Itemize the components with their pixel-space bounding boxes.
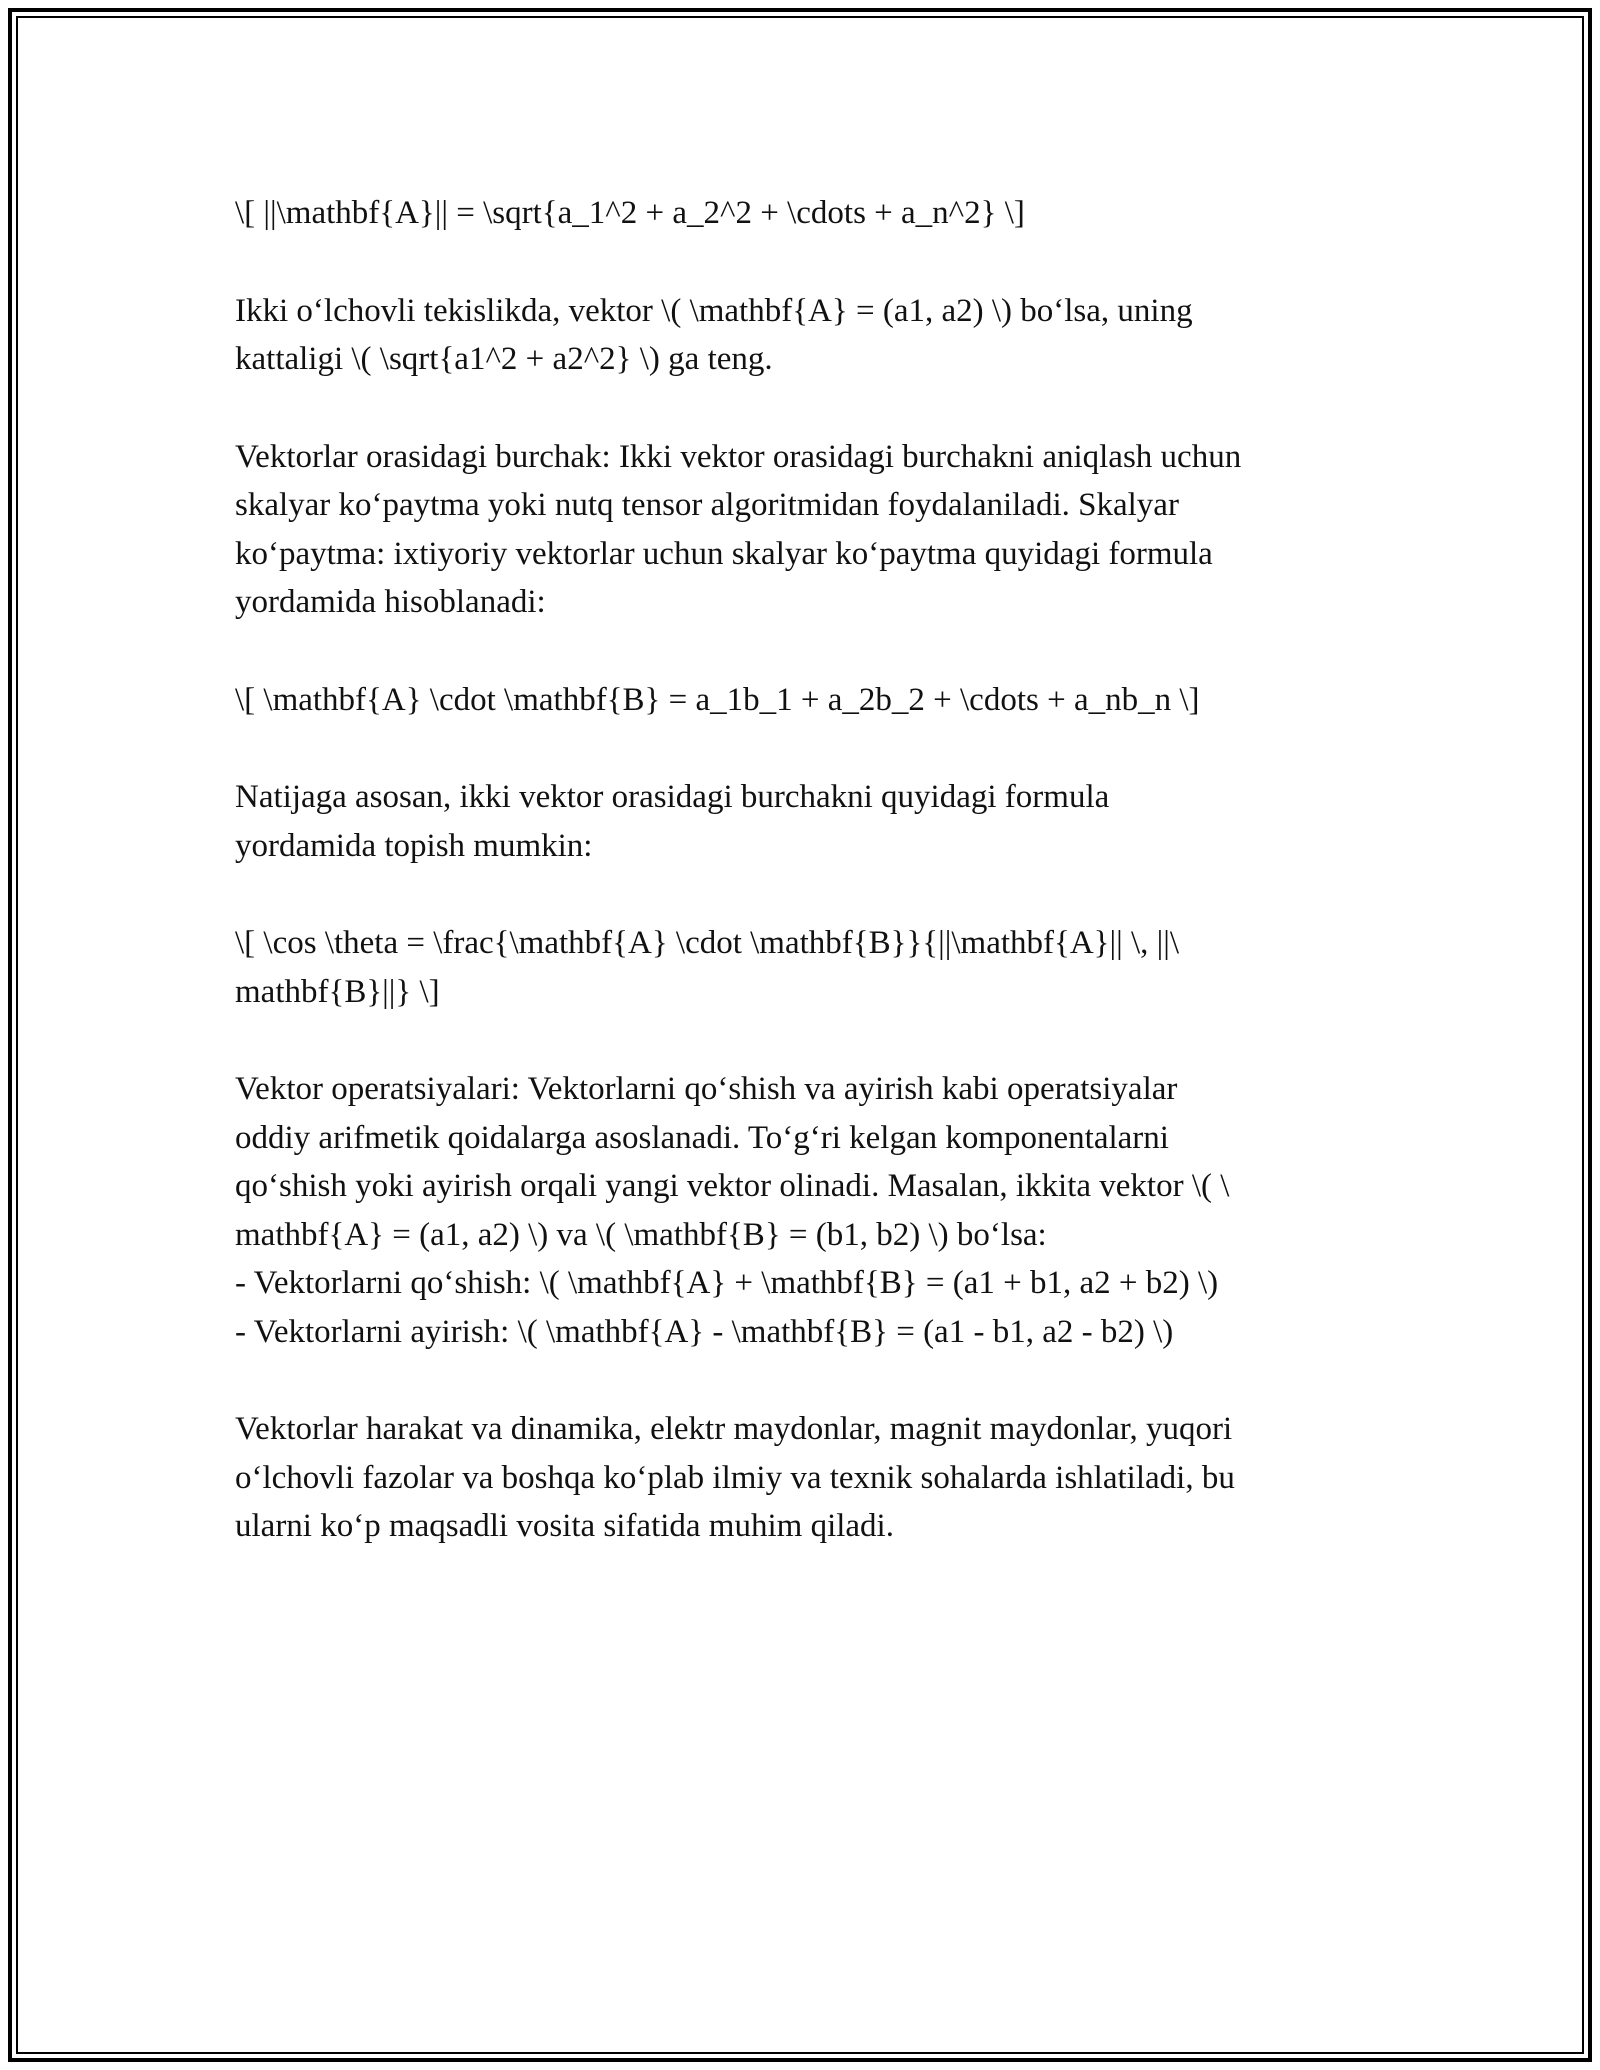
paragraph-angle-between-vectors: Vektorlar orasidagi burchak: Ikki vektor orasidagi burchakni aniqlash uchun skalyar ko‘paytma yoki nutq tensor algoritmidan foydalaniladi. Skalyar ko‘paytma: ixtiyoriy vektorlar uchun skalyar ko‘paytma quyidagi formula yordamida hisoblanadi: bbox=[235, 438, 1242, 620]
paragraph-vector-operations: Vektor operatsiyalari: Vektorlarni qo‘shish va ayirish kabi operatsiyalar oddiy arifmetik qoidalarga asoslanadi. To‘g‘ri kelgan komponentalarni qo‘shish yoki ayirish orqali yangi vektor olinadi. Masalan, ikkita vektor \( \ mathbf{A} = (a1, a2) \) va \( \mathbf{B} = (b1, b2) \) bo‘lsa: - Vektorlarni qo‘shish: \( \mathbf{A} + \mathbf{B} = (a1 + b1, a2 + b2) \) - Vektorlarni ayirish: \( \mathbf{A} - \mathbf{B} = (a1 - b1, a2 - b2) \) bbox=[235, 1071, 1230, 1350]
document-body bbox=[235, 189, 1365, 1600]
formula-dot-product: \[ \mathbf{A} \cdot \mathbf{B} = a_1b_1 + a_2b_2 + \cdots + a_nb_n \] bbox=[235, 681, 1200, 718]
paragraph-two-dimensional-magnitude: Ikki o‘lchovli tekislikda, vektor \( \mathbf{A} = (a1, a2) \) bo‘lsa, uning kattaligi \( \sqrt{a1^2 + a2^2} \) ga teng. bbox=[235, 292, 1193, 377]
paragraph-vector-applications: Vektorlar harakat va dinamika, elektr maydonlar, magnit maydonlar, yuqori o‘lchovli fazolar va boshqa ko‘plab ilmiy va texnik sohalarda ishlatiladi, bu ularni ko‘p maqsadli vosita sifatida muhim qiladi. bbox=[235, 1411, 1235, 1544]
formula-cosine-theta: \[ \cos \theta = \frac{\mathbf{A} \cdot \mathbf{B}}{||\mathbf{A}|| \, ||\ mathbf{B}||} \] bbox=[235, 925, 1180, 1010]
paragraph-angle-formula-intro: Natijaga asosan, ikki vektor orasidagi burchakni quyidagi formula yordamida topish mumkin: bbox=[235, 779, 1110, 864]
formula-vector-magnitude: \[ ||\mathbf{A}|| = \sqrt{a_1^2 + a_2^2 + \cdots + a_n^2} \] bbox=[235, 195, 1025, 231]
